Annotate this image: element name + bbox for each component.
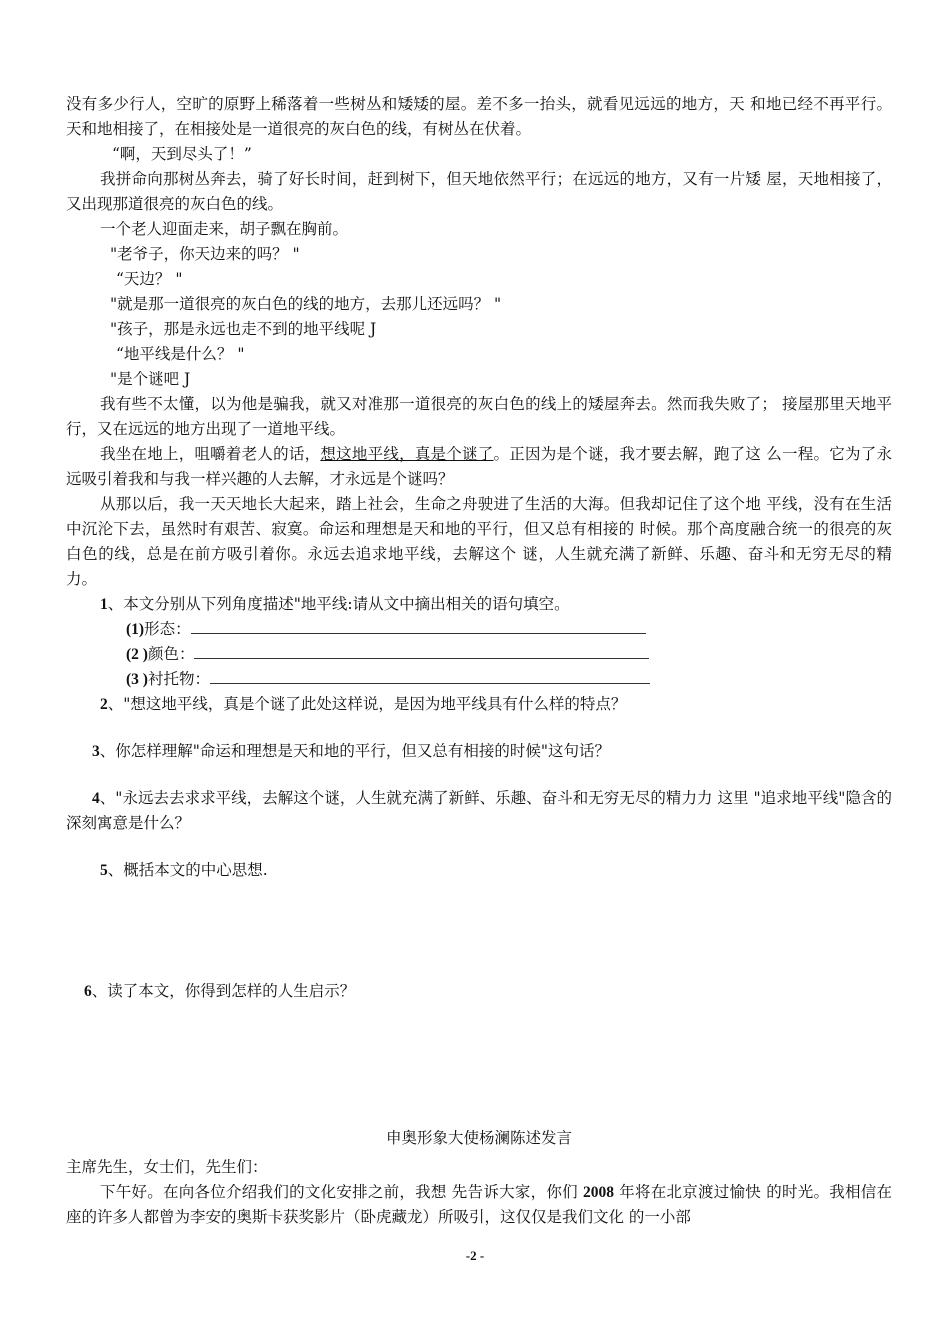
question-text: 、本文分别从下列角度描述"地平线:请从文中摘出相关的语句填空。	[107, 595, 570, 613]
dialogue-line: "孩子，那是永远也走不到的地平线呢 J	[110, 320, 377, 338]
answer-blank[interactable]	[191, 619, 646, 634]
paragraph: 我拼命向那树丛奔去，骑了好长时间，赶到树下，但天地依然平行；在远远的地方，又有一片矮 屋，天地相接了，又出现那道很亮的灰白色的线。	[66, 170, 892, 213]
dialogue-line: “地平线是什么？ "	[116, 345, 245, 363]
paragraph: 没有多少行人，空旷的原野上稀落着一些树丛和矮矮的屋。差不多一抬头，就看见远远的地方，天 和地已经不再平行。天和地相接了，在相接处是一道很亮的灰白色的线，有树丛在伏着。	[66, 95, 892, 138]
dialogue-line: "老爷子，你天边来的吗？ "	[110, 245, 300, 263]
question-5	[66, 858, 892, 883]
question-text: 、你怎样理解"命运和理想是天和地的平行，但又总有相接的时候"这句话？	[99, 742, 611, 760]
dialogue-line: "就是那一道很亮的灰白色的线的地方，去那儿还远吗？ "	[110, 295, 502, 313]
question-1-sub-b	[66, 642, 892, 667]
dialogue-line: "是个谜吧 J	[110, 370, 191, 388]
question-text: 、"想这地平线，真是个谜了此处这样说，是因为地平线具有什么样的特点？	[107, 695, 627, 713]
document-page	[66, 92, 892, 1230]
speech-title: 申奥形象大使杨澜陈述发言	[385, 1129, 572, 1147]
sub-label: 颜色：	[147, 645, 195, 663]
paragraph	[66, 442, 892, 492]
dialogue-line: “天边？ "	[116, 270, 183, 288]
text-run: 年将在北京渡过愉快 的时光。我相信在座的许多人都曾为李安的奥斯卡获奖影片（卧虎藏龙）所吸引，这仅仅是我们文化 的一小部	[66, 1183, 893, 1226]
paragraph: 我有些不太懂，以为他是骗我，就又对准那一道很亮的灰白色的线上的矮屋奔去。然而我失败了； 接屋那里天地平行，又在远远的地方出现了一道地平线。	[66, 395, 892, 438]
paragraph: “啊，天到尽头了！”	[112, 145, 252, 163]
question-number: 4	[92, 790, 100, 807]
answer-blank[interactable]	[194, 644, 649, 659]
question-1	[66, 592, 892, 617]
question-number: 5	[100, 862, 108, 879]
answer-blank[interactable]	[210, 669, 650, 684]
sub-number: (3 )	[126, 671, 148, 688]
sub-label: 形态：	[144, 620, 191, 638]
sub-label: 衬托物：	[147, 670, 210, 688]
question-6	[66, 979, 892, 1004]
speech-greeting: 主席先生，女士们，先生们：	[66, 1158, 268, 1176]
question-text: 、概括本文的中心思想.	[107, 861, 268, 879]
question-number: 2	[100, 696, 108, 713]
question-4	[66, 786, 892, 836]
question-1-sub-c	[66, 667, 892, 692]
page-number: -2 -	[465, 1248, 485, 1263]
text-run: 下午好。在向各位介绍我们的文化安排之前，我想 先告诉大家，你们	[100, 1183, 584, 1201]
text-run: 。正因为是个谜，我才要去解，跑了这 么一程。它为了永远吸引着我和与我一样兴趣的人去解，才永远是个谜吗？	[66, 445, 892, 488]
question-text: 、读了本文，你得到怎样的人生启示？	[91, 982, 356, 1000]
sub-number: (1)	[126, 621, 145, 638]
speech-paragraph	[66, 1180, 892, 1230]
question-1-sub-a	[66, 617, 892, 642]
question-2	[66, 692, 892, 717]
question-number: 1	[100, 596, 108, 613]
question-text: 、"永远去去求求平线，去解这个谜，人生就充满了新鲜、乐趣、奋斗和无穷无尽的精力力 这里 "追求地平线"隐含的深刻寓意是什么？	[66, 789, 892, 832]
text-run: 我坐在地上，咀嚼着老人的话，	[100, 445, 321, 463]
sub-number: (2 )	[126, 646, 148, 663]
underlined-phrase: 想这地平线，真是个谜了	[320, 445, 494, 463]
question-number: 6	[84, 983, 92, 1000]
paragraph: 一个老人迎面走来，胡子飘在胸前。	[100, 220, 349, 238]
paragraph: 从那以后，我一天天地长大起来，踏上社会，生命之舟驶进了生活的大海。但我却记住了这个地 平线，没有在生活中沉沦下去，虽然时有艰苦、寂寞。命运和理想是天和地的平行，但又总有相接的 时候。那个高度融合统一的很亮的灰白色的线，总是在前方吸引着你。永远去追求地平线，去解这个 谜，人生就充满了新鲜、乐趣、奋斗和无穷无尽的精力。	[66, 495, 892, 588]
question-number: 3	[92, 743, 100, 760]
question-3	[66, 739, 892, 764]
year: 2008	[583, 1184, 615, 1201]
